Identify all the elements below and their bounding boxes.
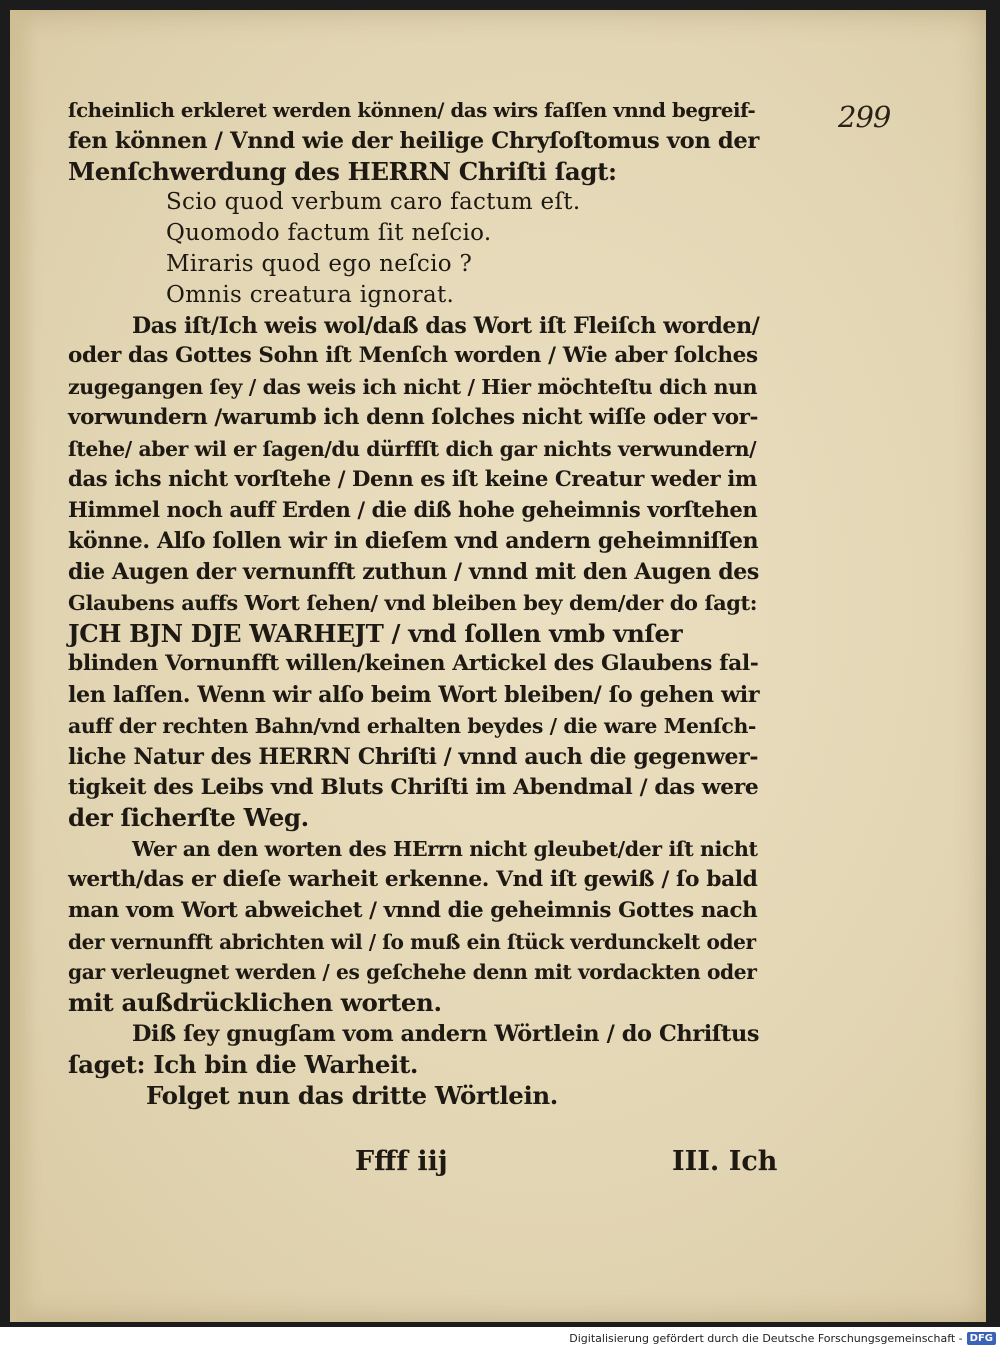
text-line: Folget nun das dritte Wörtlein. — [146, 1080, 558, 1110]
text-line: Menſchwerdung des HERRN Chriſti ſagt: — [68, 156, 617, 186]
catchword: III. Ich — [672, 1146, 778, 1177]
text-line: auff der rechten Bahn/vnd erhalten beydes / die ware Menſch- — [68, 714, 756, 738]
text-line: tigkeit des Leibs vnd Bluts Chriſti im Abendmal / das were — [68, 774, 759, 800]
signature-mark: Ffff iij — [355, 1146, 448, 1177]
text-line: Diß ſey gnugſam vom andern Wörtlein / do Chriſtus — [132, 1021, 760, 1047]
text-line: Glaubens auffs Wort ſehen/ vnd bleiben bey dem/der do ſagt: — [68, 589, 758, 615]
text-line: werth/das er dieſe warheit erkenne. Vnd iſt gewiß / ſo bald — [68, 867, 758, 892]
text-line: Omnis creatura ignorat. — [166, 281, 455, 308]
text-line: gar verleugnet werden / es geſchehe denn mit vordackten oder — [68, 960, 757, 985]
text-line: ſcheinlich erkleret werden können/ das wirs faſſen vnnd begreif- — [68, 98, 756, 122]
text-line: ſtehe/ aber wil er ſagen/du dürffſt dich gar nichts verwundern/ — [68, 436, 757, 461]
page-number: 299 — [838, 100, 891, 134]
footer-credit-text: Digitalisierung gefördert durch die Deutsche Forschungsgemeinschaft - — [569, 1331, 963, 1345]
book-page — [10, 10, 986, 1322]
text-line: blinden Vornunfft willen/keinen Artickel des Glaubens fal- — [68, 651, 759, 677]
text-line: len laſſen. Wenn wir alſo beim Wort bleiben/ ſo gehen wir — [68, 682, 760, 709]
text-line: Miraris quod ego neſcio ? — [166, 251, 473, 277]
text-line: der ſicherſte Weg. — [68, 803, 309, 833]
text-line: könne. Alſo ſollen wir in dieſem vnd andern geheimniſſen — [68, 528, 759, 555]
text-line: ſaget: Ich bin die Warheit. — [68, 1049, 419, 1079]
text-line: oder das Gottes Sohn iſt Menſch worden / Wie aber ſolches — [68, 343, 758, 369]
dfg-logo[interactable]: DFG — [967, 1332, 996, 1345]
digitization-footer — [569, 1329, 996, 1347]
text-line: das ichs nicht vorſtehe / Denn es iſt keine Creatur weder im — [68, 466, 757, 492]
text-line: Himmel noch auff Erden / die diß hohe geheimnis vorſtehen — [68, 497, 758, 523]
text-line: vorwundern /warumb ich denn ſolches nicht wiſſe oder vor- — [68, 405, 759, 430]
text-line: Wer an den worten des HErrn nicht gleubet/der iſt nicht — [132, 837, 758, 862]
text-line: JCH BJN DJE WARHEJT / vnd ſollen vmb vnſer — [68, 618, 683, 648]
text-line: die Augen der vernunfft zuthun / vnnd mit den Augen des — [68, 559, 759, 585]
page-gutter-shadow — [10, 10, 36, 1322]
text-line: man vom Wort abweichet / vnnd die geheimnis Gottes nach — [68, 897, 758, 923]
text-line: Quomodo factum ſit neſcio. — [166, 220, 492, 247]
text-line: Scio quod verbum caro factum eſt. — [166, 189, 581, 216]
text-line: fen können / Vnnd wie der heilige Chryſoſtomus von der — [68, 127, 759, 154]
text-line: Das iſt/Ich weis wol/daß das Wort iſt Fleiſch worden/ — [132, 312, 760, 339]
text-line: zugegangen ſey / das weis ich nicht / Hier möchteſtu dich nun — [68, 375, 758, 400]
text-line: der vernunfft abrichten wil / ſo muß ein ſtück verdunckelt oder — [68, 929, 756, 954]
text-line: mit außdrücklichen worten. — [68, 988, 442, 1018]
text-line: liche Natur des HERRN Chriſti / vnnd auch die gegenwer- — [68, 743, 759, 770]
